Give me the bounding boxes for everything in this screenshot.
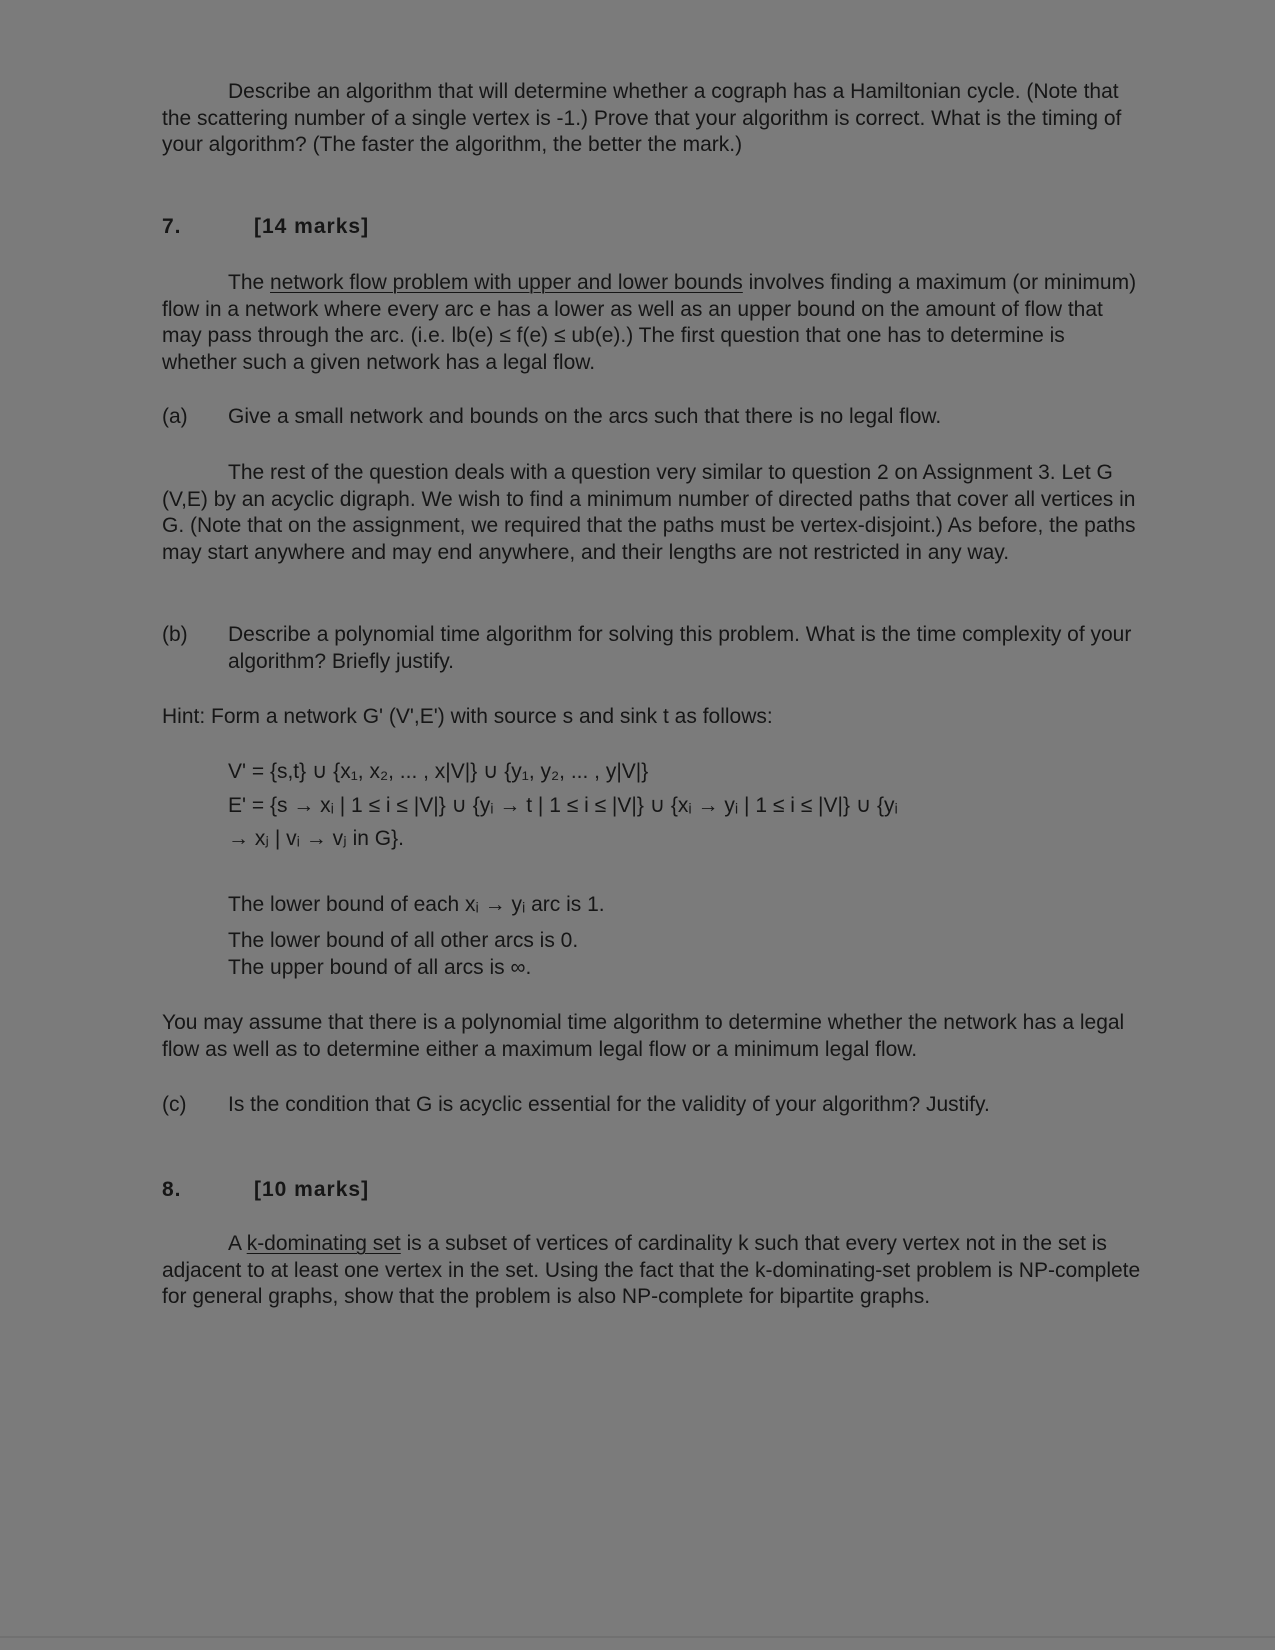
question-7-marks: [14 marks] [254,215,370,238]
question-7-heading [162,215,369,239]
k-dominating-set-term: k-dominating set [246,1232,401,1255]
bound-line-2: The lower bound of all other arcs is 0. [228,929,579,952]
assumption-paragraph: You may assume that there is a polynomial time algorithm to determine whether the network has a legal flow as well as to determine either a maximum legal flow or a minimum legal flow. [162,1011,1125,1061]
question-7-intro [162,270,1142,376]
question-7-number: 7. [162,215,182,238]
q7-intro-lead: The [228,271,271,294]
part-b-label: (b) [162,623,188,646]
part-c-text: Is the condition that G is acyclic essential for the validity of your algorithm? Justify. [228,1093,990,1116]
question-8-marks: [10 marks] [254,1178,370,1201]
intro-paragraph: Describe an algorithm that will determine whether a cograph has a Hamiltonian cycle. (Note that the scattering number of a single vertex is -1.) Prove that your algorithm is correct. What is the timing of your algorithm? (The faster the algorithm, the better the mark.) [162,80,1122,157]
bound-line-3: The upper bound of all arcs is ∞. [228,956,532,979]
question-7-part-b [162,622,1208,675]
bound-line-1: The lower bound of each xᵢ → yᵢ arc is 1. [228,893,605,916]
e-prime-definition-line-2: → xⱼ | vᵢ → vⱼ in G}. [228,827,404,850]
v-prime-definition: V' = {s,t} ∪ {x₁, x₂, ... , x|V|} ∪ {y₁, y₂, ... , y|V|} [228,760,649,783]
question-8-intro [162,1231,1142,1311]
question-8-number: 8. [162,1178,182,1201]
part-c-label: (c) [162,1093,187,1116]
network-flow-term: network flow problem with upper and lower bounds [270,271,743,294]
part-b-text: Describe a polynomial time algorithm for solving this problem. What is the time complexity of your algorithm? Briefly justify. [228,623,1132,673]
part-a-text: Give a small network and bounds on the arcs such that there is no legal flow. [228,405,942,428]
page-bottom-edge [0,1636,1275,1638]
q7-intro-text: involves finding a maximum (or minimum) flow in a network where every arc e has a lower as well as an upper bound on the amount of flow that may pass through the arc. (i.e. lb(e) ≤ f(e) ≤ ub(e).) The first question that one has to determine is whether such a given network has a legal flow. [162,271,1137,374]
question-7-part-a [162,404,1208,431]
q8-intro-text: is a subset of vertices of cardinality k such that every vertex not in the set is adjacent to at least one vertex in the set. Using the fact that the k-dominating-set problem is NP-complete for general graphs, show that the problem is also NP-complete for bipartite graphs. [162,1232,1141,1309]
e-prime-definition-line-1: E' = {s → xᵢ | 1 ≤ i ≤ |V|} ∪ {yᵢ → t | 1 ≤ i ≤ |V|} ∪ {xᵢ → yᵢ | 1 ≤ i ≤ |V|} ∪ {yᵢ [228,794,898,817]
hint-line: Hint: Form a network G' (V',E') with source s and sink t as follows: [162,705,773,728]
question-8-heading [162,1178,369,1202]
question-7-rest: The rest of the question deals with a question very similar to question 2 on Assignment 3. Let G (V,E) by an acyclic digraph. We wish to find a minimum number of directed paths that cover all vertices in G. (Note that on the assignment, we required that the paths must be vertex-disjoint.) As before, the paths may start anywhere and may end anywhere, and their lengths are not restricted in any way. [162,461,1136,564]
question-7-part-c [162,1092,1208,1119]
q8-intro-lead: A [228,1232,247,1255]
part-a-label: (a) [162,405,188,428]
